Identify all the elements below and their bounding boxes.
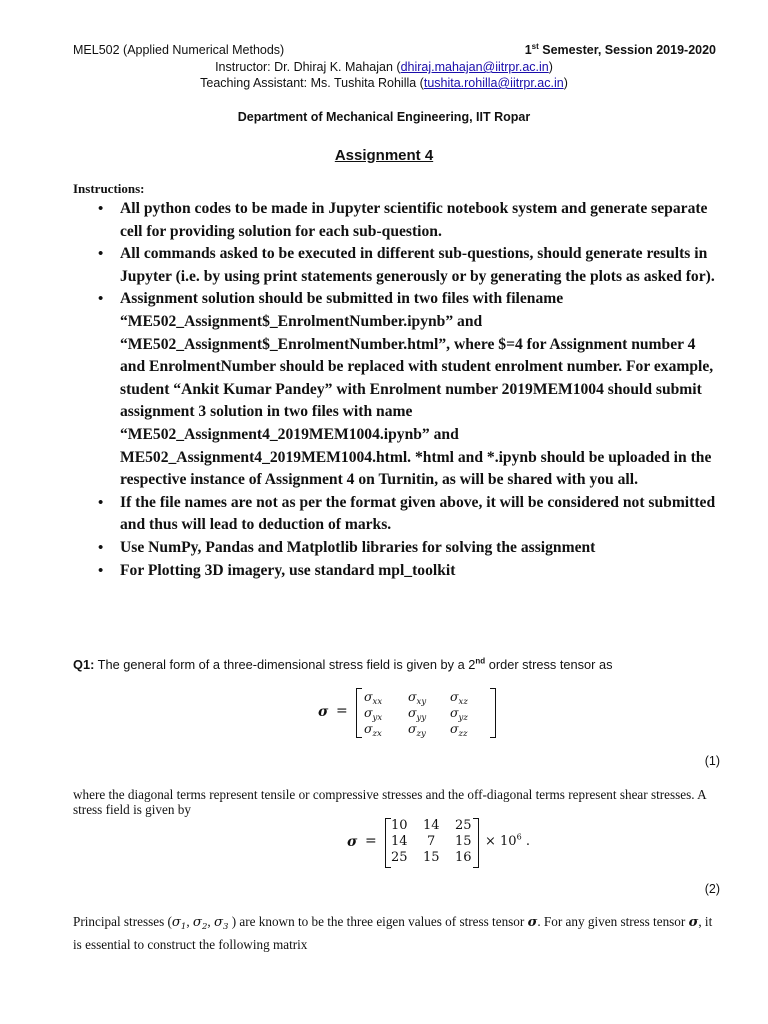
tensor-cell: $\sigma_{yy}$ (408, 705, 427, 723)
department: Department of Mechanical Engineering, IIT Ropar (237, 110, 531, 124)
ta-email-link[interactable]: tushita.rohilla@iitrpr.ac.in (423, 76, 564, 90)
list-item: • All commands asked to be executed in different sub-questions, should generate results in Jupyter (i.e. by using print statements generously or by generating the plots as asked for). (98, 245, 715, 285)
matrix-cell: 25 (391, 850, 408, 865)
q1-statement: Q1: The general form of a three-dimensional stress field is given by a 2nd order stress tensor as (73, 656, 613, 672)
tensor-cell: $\sigma_{zz}$ (450, 721, 468, 739)
equals-sign: = (365, 833, 377, 849)
stress-tensor-matrix (356, 688, 496, 738)
equation-number-1: (1) (704, 754, 720, 768)
semester-info: 1st Semester, Session 2019-2020 (524, 41, 716, 57)
list-item: • For Plotting 3D imagery, use standard mpl_toolkit (98, 561, 456, 579)
matrix-cell: 15 (455, 834, 472, 849)
scale-factor: × $10^6$ . (485, 832, 530, 849)
tensor-cell: $\sigma_{yx}$ (364, 705, 383, 723)
list-item: • Use NumPy, Pandas and Matplotlib libraries for solving the assignment (98, 538, 596, 556)
page-title: Assignment 4 (334, 147, 434, 164)
tensor-cell: $\sigma_{xy}$ (408, 689, 427, 707)
list-item: • All python codes to be made in Jupyter scientific notebook system and generate separate cell for providing solution for each sub-question. (98, 200, 708, 240)
tensor-cell: $\sigma_{xz}$ (450, 689, 468, 707)
sigma-symbol: σ (347, 834, 358, 850)
equation-number-2: (2) (704, 882, 720, 896)
paragraph-stress-description: where the diagonal terms represent tensile or compressive stresses and the off-diagonal terms represent shear stresses. A stress field is given by (73, 787, 706, 817)
instructor-line: Instructor: Dr. Dhiraj K. Mahajan (dhiraj.mahajan@iitrpr.ac.in) (215, 60, 553, 74)
matrix-cell: 14 (391, 834, 408, 849)
tensor-cell: $\sigma_{xx}$ (364, 689, 383, 707)
matrix-cell: 16 (455, 850, 472, 865)
matrix-cell: 25 (455, 818, 472, 833)
tensor-cell: $\sigma_{zy}$ (408, 721, 426, 739)
equals-sign: = (336, 703, 348, 719)
equation-1 (318, 688, 498, 740)
instructions-list (96, 198, 724, 582)
list-item: • If the file names are not as per the format given above, it will be considered not submitted and thus will lead to deduction of marks. (98, 493, 716, 534)
instructions-label: Instructions: (73, 181, 145, 196)
matrix-cell: 7 (427, 834, 436, 849)
matrix-cell: 10 (391, 818, 408, 833)
tensor-cell: $\sigma_{yz}$ (450, 705, 468, 723)
list-item: • Assignment solution should be submitted in two files with filename “ME502_Assignment$_EnrolmentNumber.ipynb” and “ME502_Assignment$_EnrolmentNumber.html”, where $=4 for Assignment number 4 and EnrolmentNumber should be replaced with student enrolment number. For example, student “Ankit Kumar Pandey” with Enrolment number 2019MEM1004 should submit assignment 3 solution in two files with name “ME502_Assignment4_2019MEM1004.ipynb” and ME502_Assignment4_2019MEM1004.html. *html and *.ipynb should be uploaded in the respective instance of Assignment 4 on Turnitin, as will be shared with you all. (98, 290, 714, 489)
paragraph-principal-stresses: Principal stresses ($\sigma_1$, $\sigma_2$, $\sigma_3$ ) are known to be the three eigen values of stress tensor σ. For any given stress tensor σ, it is essential to construct the following matrix (73, 914, 713, 952)
sigma-symbol: σ (318, 704, 329, 720)
equation-2 (347, 818, 547, 870)
matrix-cell: 14 (423, 818, 440, 833)
course-title: MEL502 (Applied Numerical Methods) (73, 43, 285, 57)
matrix-cell: 15 (423, 850, 440, 865)
numeric-stress-matrix (385, 818, 479, 868)
ta-line: Teaching Assistant: Ms. Tushita Rohilla (tushita.rohilla@iitrpr.ac.in) (200, 76, 568, 90)
tensor-cell: $\sigma_{zx}$ (364, 721, 382, 739)
instructor-email-link[interactable]: dhiraj.mahajan@iitrpr.ac.in (400, 60, 549, 74)
